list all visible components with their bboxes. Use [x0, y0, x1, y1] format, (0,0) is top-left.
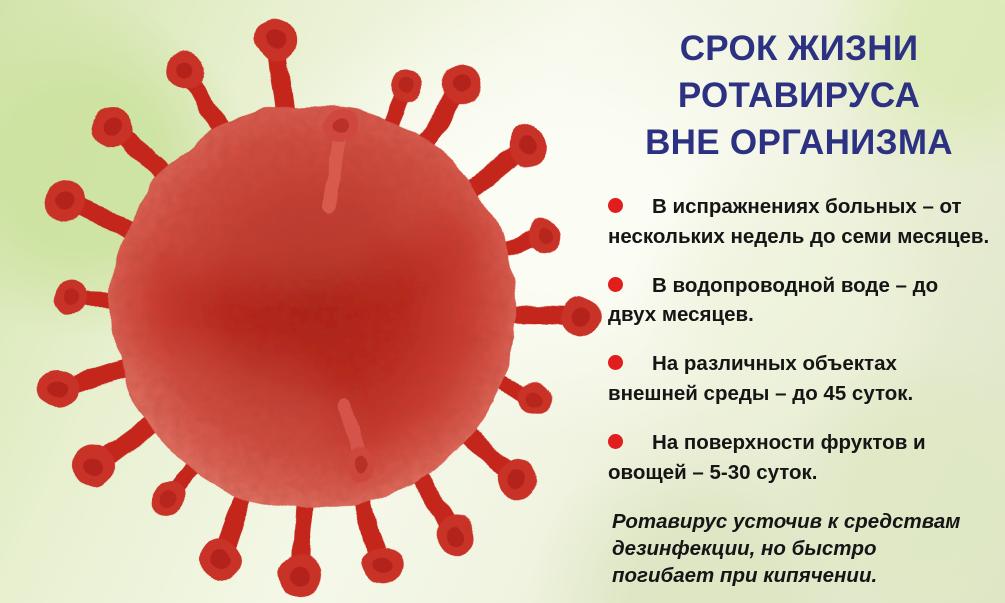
- title-line-1: СРОК ЖИЗНИ: [679, 29, 919, 68]
- content-panel: [598, 0, 1000, 589]
- bullet-item: [608, 192, 992, 252]
- bullet-item: [608, 271, 992, 331]
- bullet-item: [608, 349, 992, 409]
- footer-note: Ротавирус усточив к средствам дезинфекции, но быстро погибает при кипячении.: [612, 510, 961, 588]
- title-line-3: ВНЕ ОРГАНИЗМА: [645, 122, 953, 162]
- bullet-list: [598, 192, 1000, 488]
- bullet-dot-icon: [608, 277, 623, 292]
- bullet-text: На поверхности фруктов и овощей – 5-30 суток.: [608, 431, 926, 485]
- bullet-dot-icon: [608, 355, 623, 370]
- rotavirus-illustration: [2, 0, 624, 603]
- page-title: [604, 26, 994, 167]
- bullet-dot-icon: [608, 434, 623, 449]
- title-line-2: РОТАВИРУСА: [677, 75, 921, 115]
- virus-group: [32, 18, 602, 596]
- bullet-dot-icon: [608, 198, 623, 213]
- bullet-text: В испражнениях больных – от нескольких недель до семи месяцев.: [608, 194, 990, 248]
- bullet-text: В водопроводной воде – до двух месяцев.: [608, 273, 939, 327]
- bullet-text: На различных объектах внешней среды – до 45 суток.: [608, 352, 914, 406]
- bullet-item: [608, 428, 992, 488]
